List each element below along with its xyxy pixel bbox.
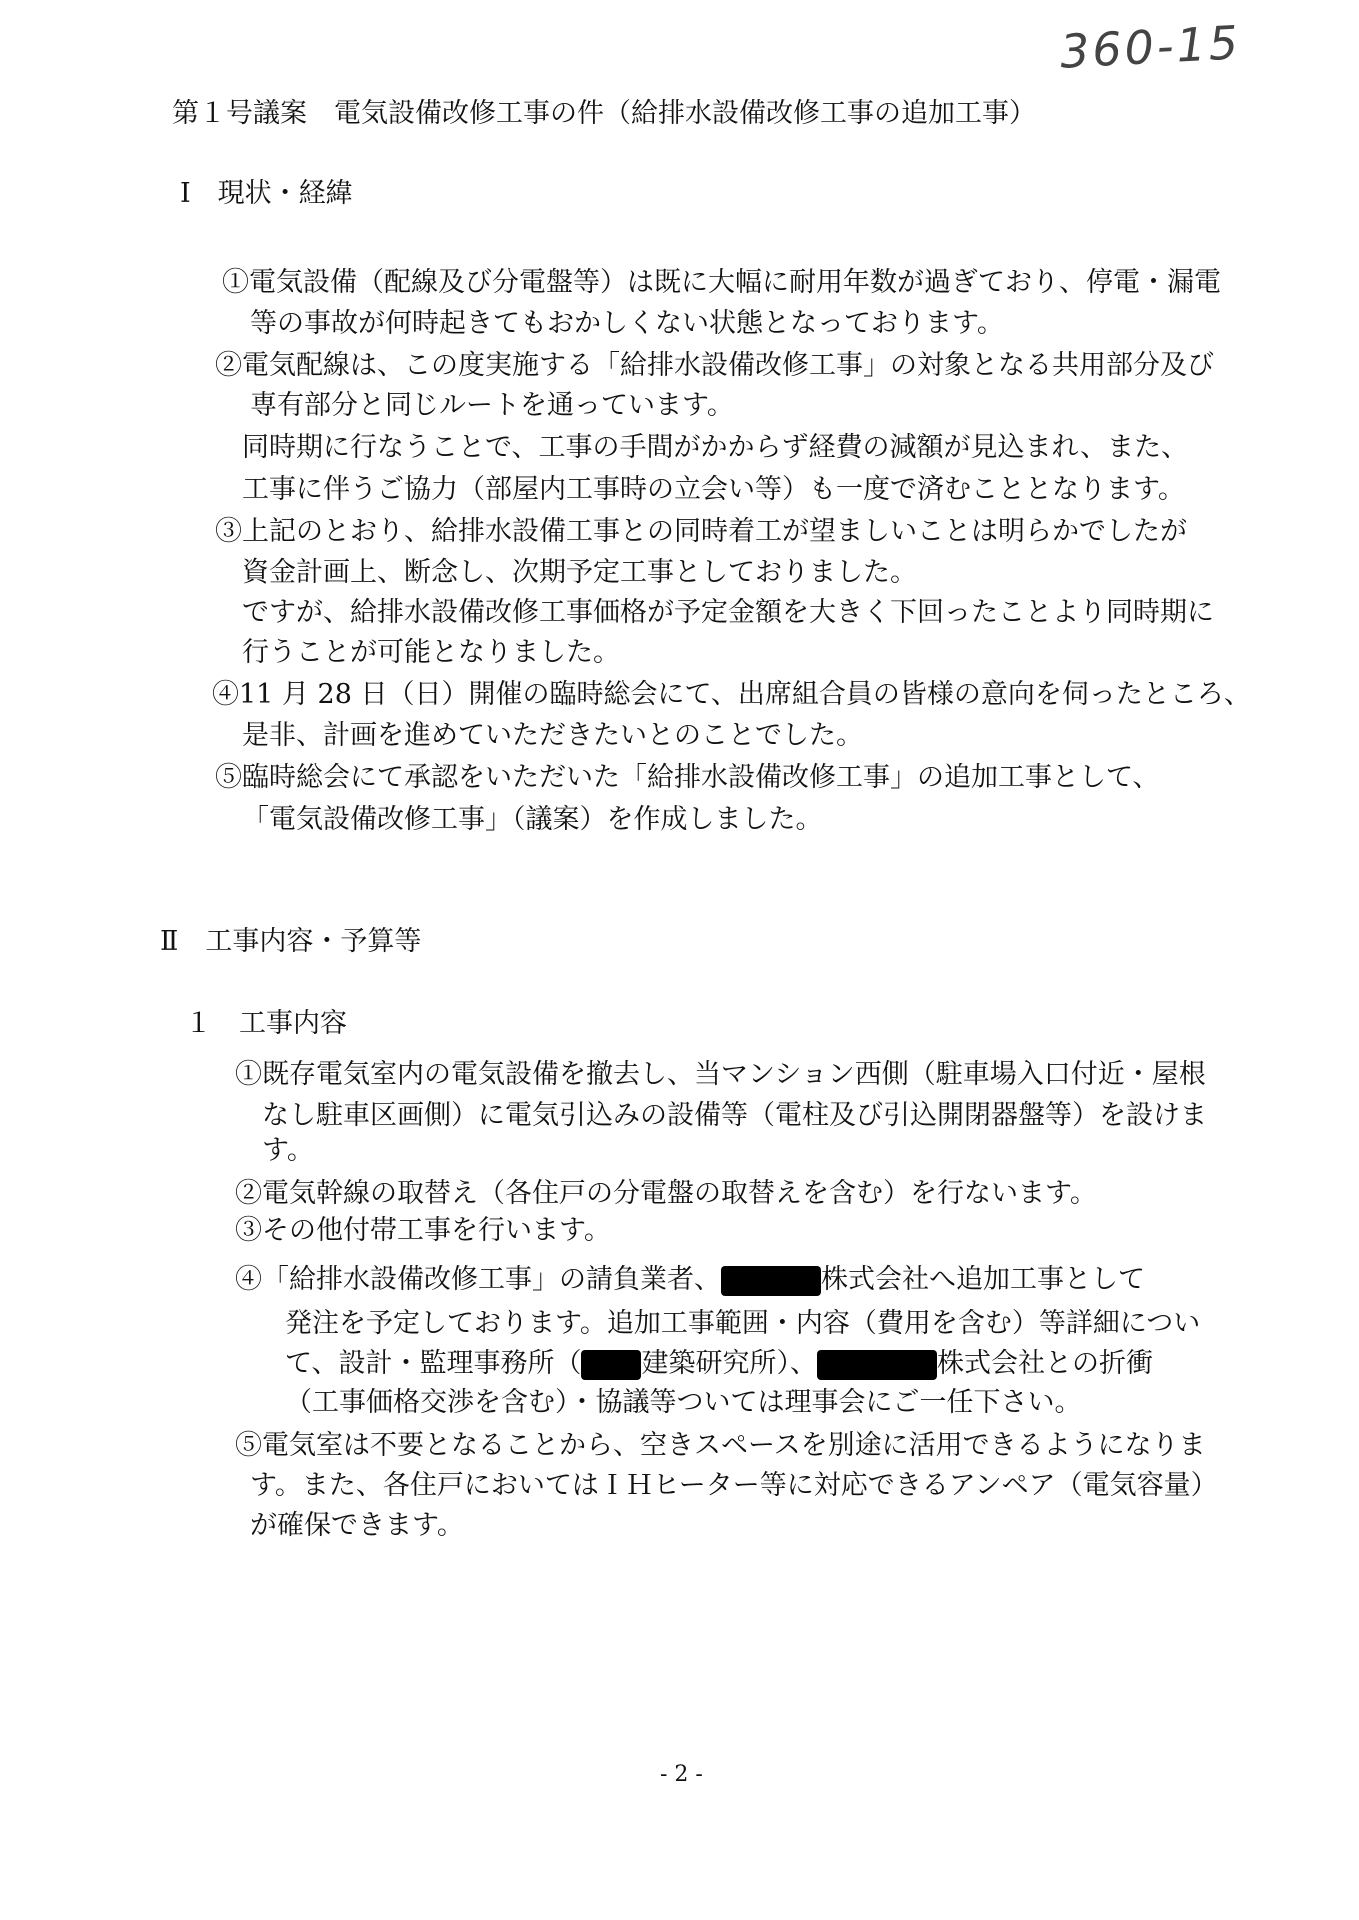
text-line: [250, 1510, 464, 1542]
text-line: [215, 516, 1187, 548]
text-segment: ②電気配線は、この度実施する「給排水設備改修工事」の対象となる共用部分及び: [215, 350, 1214, 381]
text-segment: ③上記のとおり、給排水設備工事との同時着工が望ましいことは明らかでしたが: [215, 516, 1187, 547]
redaction-mark: [581, 1350, 641, 1380]
text-line: [242, 557, 917, 589]
text-line: [212, 679, 1251, 711]
text-segment: ②電気幹線の取替え（各住戸の分電盤の取替えを含む）を行ないます。: [235, 1178, 1097, 1209]
text-segment: ③その他付帯工事を行います。: [235, 1215, 611, 1246]
text-line: [285, 1308, 1200, 1340]
section-2-subheading: １ 工事内容: [185, 1008, 347, 1039]
section-1-heading: Ⅰ 現状・経緯: [180, 178, 353, 209]
text-segment: 発注を予定しております。追加工事範囲・内容（費用を含む）等詳細につい: [285, 1308, 1201, 1339]
text-segment: （工事価格交渉を含む）・協議等ついては理事会にご一任下さい。: [285, 1387, 1082, 1418]
handwritten-annotation: 360-15: [1058, 15, 1243, 79]
page-number: - 2 -: [660, 1762, 703, 1787]
text-segment: 「電気設備改修工事」（議案）を作成しました。: [242, 804, 823, 835]
text-segment: 株式会社へ追加工事として: [821, 1264, 1145, 1295]
text-segment: ④「給排水設備改修工事」の請負業者、: [235, 1264, 721, 1295]
text-line: [242, 720, 863, 752]
text-line: [250, 1470, 1218, 1502]
text-segment: ⑤電気室は不要となることから、空きスペースを別途に活用できるようになりま: [235, 1430, 1206, 1461]
text-segment: 行うことが可能となりました。: [242, 637, 620, 668]
text-segment: なし駐車区画側）に電気引込みの設備等（電柱及び引込開閉器盤等）を設けま: [262, 1100, 1207, 1131]
document-title: 第１号議案 電気設備改修工事の件（給排水設備改修工事の追加工事）: [172, 98, 1036, 129]
text-segment: が確保できます。: [250, 1510, 464, 1541]
text-line: [262, 1135, 314, 1167]
text-segment: 工事に伴うご協力（部屋内工事時の立会い等）も一度で済むこととなります。: [242, 474, 1185, 505]
text-line: [242, 474, 1185, 506]
text-segment: す。: [262, 1135, 314, 1166]
text-line: [262, 1100, 1207, 1132]
text-line: [235, 1264, 1145, 1296]
text-line: [235, 1430, 1206, 1462]
text-segment: て、設計・監理事務所（: [285, 1348, 582, 1379]
redaction-mark: [817, 1350, 937, 1380]
text-segment: す。また、各住戸においてはＩＨヒーター等に対応できるアンペア（電気容量）: [250, 1470, 1218, 1501]
text-line: [242, 804, 823, 836]
text-line: [250, 308, 1004, 340]
text-line: [235, 1059, 1206, 1091]
redaction-mark: [721, 1266, 821, 1296]
text-segment: 専有部分と同じルートを通っています。: [250, 390, 734, 421]
text-segment: 資金計画上、断念し、次期予定工事としておりました。: [242, 557, 917, 588]
text-segment: 同時期に行なうことで、工事の手間がかからず経費の減額が見込まれ、また、: [242, 432, 1189, 463]
text-line: [242, 432, 1188, 464]
text-line: [235, 1215, 611, 1247]
text-segment: 等の事故が何時起きてもおかしくない状態となっております。: [250, 308, 1004, 339]
text-segment: 株式会社との折衝: [936, 1348, 1153, 1379]
text-segment: ①既存電気室内の電気設備を撤去し、当マンション西側（駐車場入口付近・屋根: [235, 1059, 1206, 1090]
text-segment: ですが、給排水設備改修工事価格が予定金額を大きく下回ったことより同時期に: [242, 597, 1214, 628]
text-segment: 是非、計画を進めていただきたいとのことでした。: [242, 720, 863, 751]
text-segment: ①電気設備（配線及び分電盤等）は既に大幅に耐用年数が過ぎており、停電・漏電: [222, 267, 1221, 298]
text-line: [242, 597, 1214, 629]
section-2-heading: Ⅱ 工事内容・予算等: [160, 926, 422, 957]
text-line: [250, 390, 734, 422]
text-line: [215, 350, 1214, 382]
text-line: [285, 1387, 1082, 1419]
text-line: [222, 267, 1221, 299]
text-line: [285, 1348, 1153, 1380]
text-line: [235, 1178, 1097, 1210]
text-segment: ④11 月 28 日（日）開催の臨時総会にて、出席組合員の皆様の意向を伺ったところ、: [212, 679, 1251, 710]
text-segment: 建築研究所）、: [641, 1348, 817, 1379]
text-line: [215, 762, 1159, 794]
text-segment: ⑤臨時総会にて承認をいただいた「給排水設備改修工事」の追加工事として、: [215, 762, 1160, 793]
text-line: [242, 637, 620, 669]
